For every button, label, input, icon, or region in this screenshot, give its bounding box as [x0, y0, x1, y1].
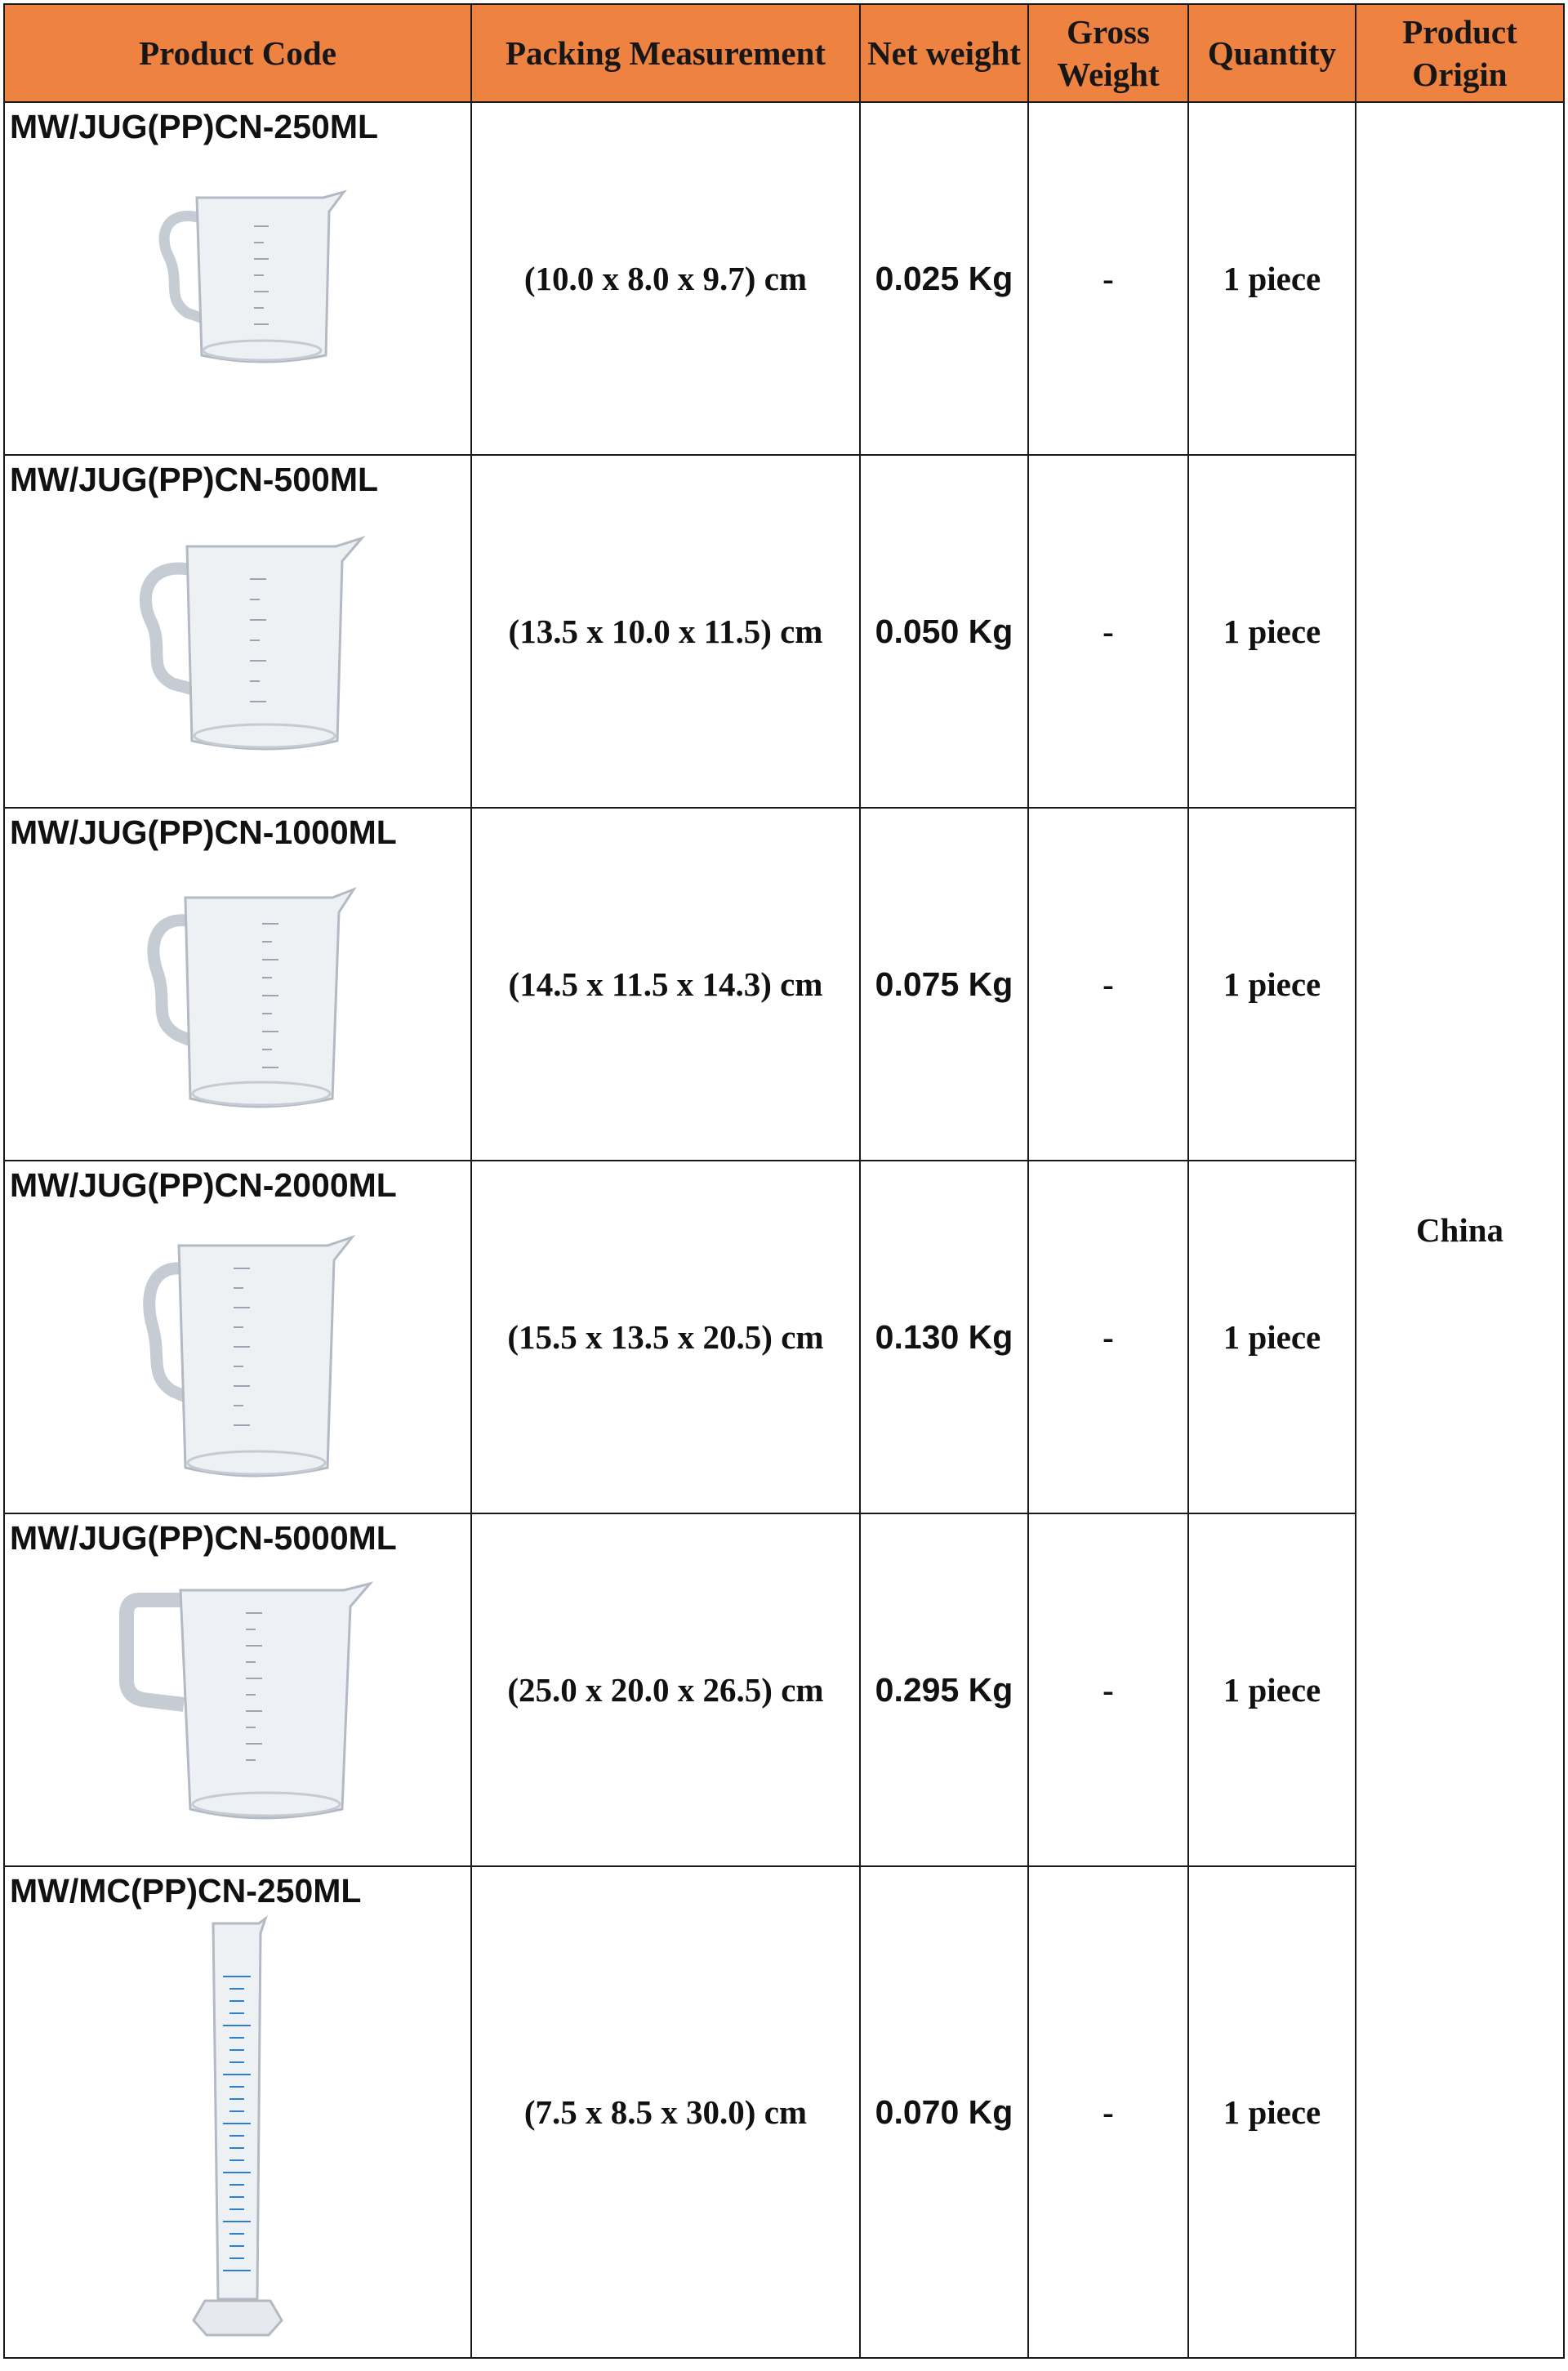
header-net-weight: Net weight — [860, 4, 1028, 102]
product-code: MW/JUG(PP)CN-250ML — [10, 108, 379, 145]
product-code: MW/JUG(PP)CN-500ML — [10, 461, 379, 498]
packing-measurement: (10.0 x 8.0 x 9.7) cm — [471, 102, 860, 455]
plastic-measuring-cylinder-250ml-image — [180, 1915, 295, 2340]
packing-measurement: (25.0 x 20.0 x 26.5) cm — [471, 1513, 860, 1866]
table-row — [4, 808, 1564, 1161]
gross-weight: - — [1028, 1161, 1188, 1513]
quantity: 1 piece — [1188, 1866, 1356, 2358]
header-row — [4, 4, 1564, 102]
gross-weight: - — [1028, 1866, 1188, 2358]
gross-weight: - — [1028, 102, 1188, 455]
quantity: 1 piece — [1188, 455, 1356, 808]
gross-weight: - — [1028, 808, 1188, 1161]
table-row — [4, 1866, 1564, 2358]
quantity: 1 piece — [1188, 808, 1356, 1161]
packing-measurement: (7.5 x 8.5 x 30.0) cm — [471, 1866, 860, 2358]
plastic-measuring-jug-2000ml-image — [107, 1219, 368, 1489]
product-code: MW/JUG(PP)CN-1000ML — [10, 813, 397, 851]
plastic-measuring-jug-1000ml-image — [107, 867, 368, 1120]
quantity: 1 piece — [1188, 1513, 1356, 1866]
quantity: 1 piece — [1188, 1161, 1356, 1513]
header-product-origin: Product Origin — [1356, 4, 1564, 102]
product-code-cell — [4, 455, 471, 808]
plastic-measuring-jug-5000ml-image — [99, 1572, 376, 1834]
net-weight: 0.025 Kg — [860, 102, 1028, 455]
product-code-cell — [4, 102, 471, 455]
header-gross-weight: Gross Weight — [1028, 4, 1188, 102]
product-code: MW/MC(PP)CN-250ML — [10, 1872, 362, 1910]
net-weight: 0.075 Kg — [860, 808, 1028, 1161]
product-code: MW/JUG(PP)CN-2000ML — [10, 1166, 397, 1204]
table-row — [4, 102, 1564, 455]
header-product-code: Product Code — [4, 4, 471, 102]
plastic-measuring-jug-250ml-image — [115, 161, 360, 381]
header-packing-measurement: Packing Measurement — [471, 4, 860, 102]
table-row — [4, 1513, 1564, 1866]
product-code-cell — [4, 1513, 471, 1866]
header-quantity: Quantity — [1188, 4, 1356, 102]
net-weight: 0.050 Kg — [860, 455, 1028, 808]
net-weight: 0.130 Kg — [860, 1161, 1028, 1513]
packing-measurement: (13.5 x 10.0 x 11.5) cm — [471, 455, 860, 808]
net-weight: 0.070 Kg — [860, 1866, 1028, 2358]
net-weight: 0.295 Kg — [860, 1513, 1028, 1866]
product-code-cell — [4, 1866, 471, 2358]
plastic-measuring-jug-500ml-image — [99, 514, 376, 767]
table-row — [4, 455, 1564, 808]
table-row — [4, 1161, 1564, 1513]
product-code-cell — [4, 808, 471, 1161]
packing-measurement: (14.5 x 11.5 x 14.3) cm — [471, 808, 860, 1161]
product-spec-table — [3, 3, 1565, 2359]
packing-measurement: (15.5 x 13.5 x 20.5) cm — [471, 1161, 860, 1513]
quantity: 1 piece — [1188, 102, 1356, 455]
product-origin: China — [1356, 102, 1564, 2358]
gross-weight: - — [1028, 1513, 1188, 1866]
gross-weight: - — [1028, 455, 1188, 808]
product-code-cell — [4, 1161, 471, 1513]
product-code: MW/JUG(PP)CN-5000ML — [10, 1519, 397, 1557]
